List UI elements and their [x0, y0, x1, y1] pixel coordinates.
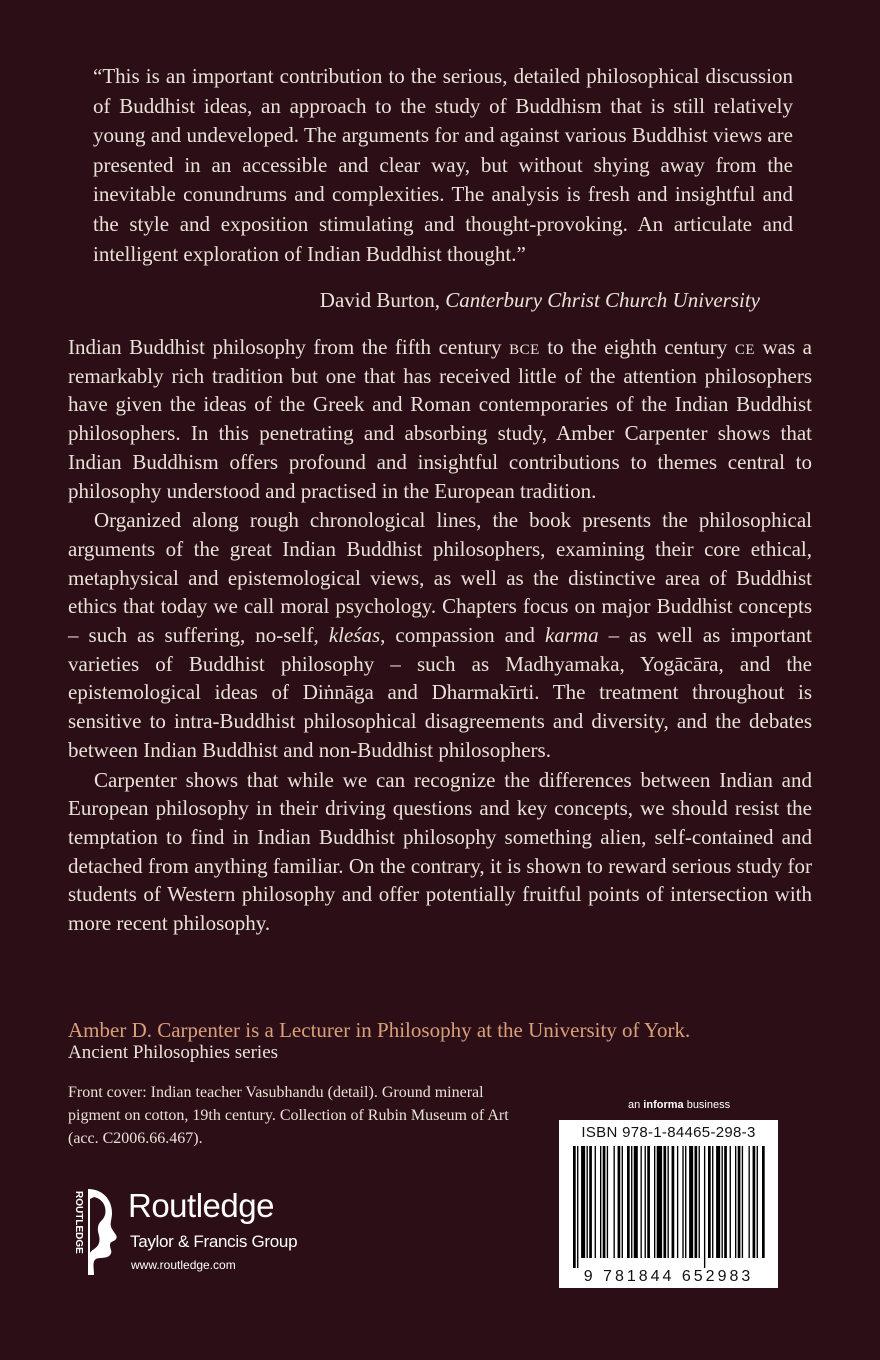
description-paragraph-2: Organized along rough chronological lines, the book presents the philosophical arguments of the great Indian Buddhist philosophers, examining their core ethical, metaphysical and epistemological views, as well as the distinctive area of Buddhist ethics that today we call moral psychology. Chapters focus on major Buddhist concepts – such as suffering, no-self, kleśas, compassion and karma – as well as important varieties of Buddhist philosophy – such as Madhyamaka, Yogācāra, and the epistemological ideas of Diṅnāga and Dharmakīrti. The treatment throughout is sensitive to intra-Buddhist philosophical disagreements and diversity, and the debates between Indian Buddhist and non-Buddhist philosophers.: [68, 508, 812, 762]
publisher-url: www.routledge.com: [131, 1258, 236, 1272]
endorsement-quote: [93, 62, 793, 269]
routledge-logo-mark: [66, 1187, 122, 1282]
quote-attribution: [320, 286, 760, 315]
publisher-name: Routledge: [128, 1187, 274, 1224]
era-bce: bce: [509, 335, 540, 359]
term-karma: karma: [544, 623, 599, 648]
description-paragraph-3: Carpenter shows that while we can recognize the differences between Indian and European philosophy in their driving questions and key concepts, we should resist the temptation to find in Indian Buddhist philosophy something alien, self-contained and detached from anything familiar. On the contrary, it is shown to reward serious study for students of Western philosophy and offer potentially fruitful points of intersection with more recent philosophy.: [68, 767, 812, 936]
book-description: [68, 333, 812, 938]
informa-tagline: an informa business: [628, 1099, 731, 1111]
series-name: Ancient Philosophies series: [68, 1042, 279, 1063]
term-klesas: kleśas: [328, 623, 381, 648]
isbn-label: ISBN 978-1-84465-298-3: [581, 1124, 756, 1141]
author-bio: Amber D. Carpenter is a Lecturer in Philosophy at the University of York.: [68, 1018, 691, 1042]
publisher-group: Taylor & Francis Group: [130, 1232, 298, 1251]
era-ce: ce: [734, 335, 755, 359]
quote-author: David Burton,: [319, 288, 446, 312]
isbn-digits: 9 781844 652983: [583, 1268, 754, 1285]
quote-text: “This is an important contribution to the serious, detailed philosophical discussion of Buddhist ideas, an approach to the study of Buddhism that is still relatively young and undeveloped. The arguments for and against various Buddhist views are presented in an accessible and clear way, but without shying away from the inevitable conundrums and complexities. The analysis is fresh and insightful and the style and exposition stimulating and thought-provoking. An articulate and intelligent exploration of Indian Buddhist thought.”: [93, 64, 793, 266]
routledge-vertical-text: ROUTLEDGE: [73, 1191, 84, 1254]
routledge-head-icon: [66, 1187, 122, 1277]
isbn-barcode: [559, 1120, 778, 1288]
description-paragraph-1: Indian Buddhist philosophy from the fifth century bce to the eighth century ce was a remarkably rich tradition but one that has received little of the attention philosophers have given the ideas of the Greek and Roman contemporaries of the Indian Buddhist philosophers. In this penetrating and absorbing study, Amber Carpenter shows that Indian Buddhism offers profound and insightful contributions to themes central to philosophy understood and practised in the European tradition.: [68, 335, 812, 503]
cover-credit: Front cover: Indian teacher Vasubhandu (detail). Ground mineral pigment on cotton, 19th century. Collection of Rubin Museum of Art (acc. C2006.66.467).: [68, 1084, 509, 1147]
quote-affiliation: Canterbury Christ Church University: [445, 288, 760, 312]
barcode-bars: [573, 1146, 765, 1268]
